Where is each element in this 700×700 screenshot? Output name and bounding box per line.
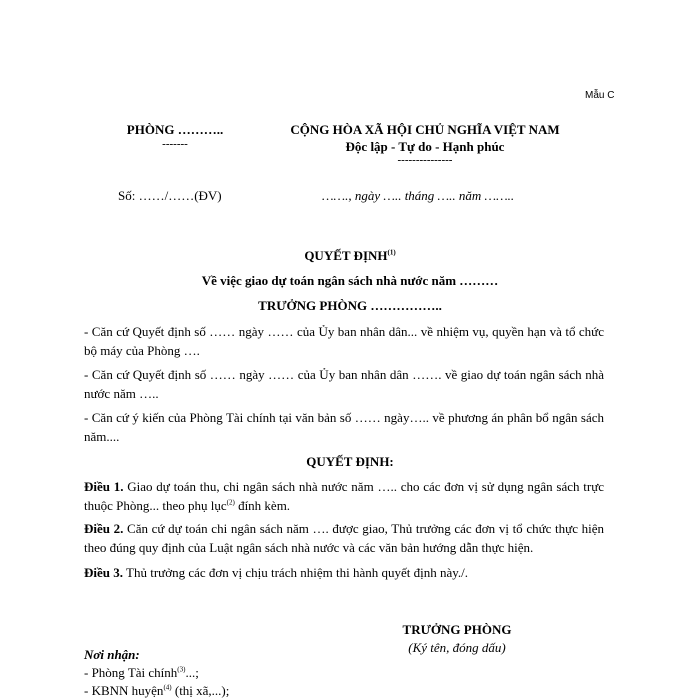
legal-basis-3: - Căn cứ ý kiến của Phòng Tài chính tại văn bản số …… ngày….. về phương án phân bổ ngân sách năm.... [84,410,604,444]
title-text: QUYẾT ĐỊNH [304,248,388,263]
motto-rule: --------------- [397,154,453,166]
national-motto: Độc lập - Tự do - Hạnh phúc [345,139,505,154]
article-1 [84,477,604,515]
recipients-heading: Nơi nhận: [84,647,140,662]
article-1-footnote: (2) [226,498,235,507]
article-1-text: Giao dự toán thu, chi ngân sách nhà nước năm ….. cho các đơn vị sử dụng ngân sách trực thuộc Phòng... theo phụ lục [84,479,605,513]
recipient-2-text: - KBNN huyện [84,683,164,698]
recipient-2-text-end: (thị xã,...); [171,683,230,698]
document-subject: Về việc giao dự toán ngân sách nhà nước năm ……… [201,273,499,288]
article-3-text: Thủ trưởng các đơn vị chịu trách nhiệm thi hành quyết định này./. [123,565,468,580]
article-1-text-end: đính kèm. [234,498,291,513]
article-3-label: Điều 3. [84,565,123,580]
signature-note: (Ký tên, đóng dấu) [408,640,506,655]
recipient-1-footnote: (3) [177,665,186,674]
country-name: CỘNG HÒA XÃ HỘI CHỦ NGHĨA VIỆT NAM [290,122,560,137]
article-3 [84,563,604,582]
article-2-text: Căn cứ dự toán chi ngân sách năm …. được giao, Thủ trưởng các đơn vị tổ chức thực hiện theo đúng quy định của Luật ngân sách nhà nước và các văn bản hướng dẫn thực hiện. [84,521,605,555]
recipient-2-footnote: (4) [163,683,172,692]
legal-basis-1: - Căn cứ Quyết định số …… ngày …… của Ủy ban nhân dân... về nhiệm vụ, quyền hạn và tổ chức bộ máy của Phòng …. [84,324,604,358]
document-title [0,248,700,264]
recipient-1-text: - Phòng Tài chính [84,665,178,680]
department-name: PHÒNG ……….. [126,122,224,137]
recipient-item [84,683,229,699]
legal-basis-2: - Căn cứ Quyết định số …… ngày …… của Ủy ban nhân dân ……. về giao dự toán ngân sách nhà nước năm ….. [84,367,604,401]
document-date: ……., ngày ….. tháng ….. năm …….. [322,188,515,203]
issuing-authority: TRƯỞNG PHÒNG …………….. [258,298,442,313]
recipient-1-text-end: ...; [185,665,199,680]
department-rule: ------- [162,138,188,150]
title-footnote: (1) [387,248,396,257]
decision-heading: QUYẾT ĐỊNH: [306,454,394,469]
signature-title: TRƯỞNG PHÒNG [402,622,512,637]
document-number: Số: ……/……(ĐV) [118,188,222,203]
article-2-label: Điều 2. [84,521,124,536]
recipient-item [84,665,199,681]
article-2 [84,519,604,557]
form-code: Mẫu C [585,90,615,101]
article-1-label: Điều 1. [84,479,124,494]
